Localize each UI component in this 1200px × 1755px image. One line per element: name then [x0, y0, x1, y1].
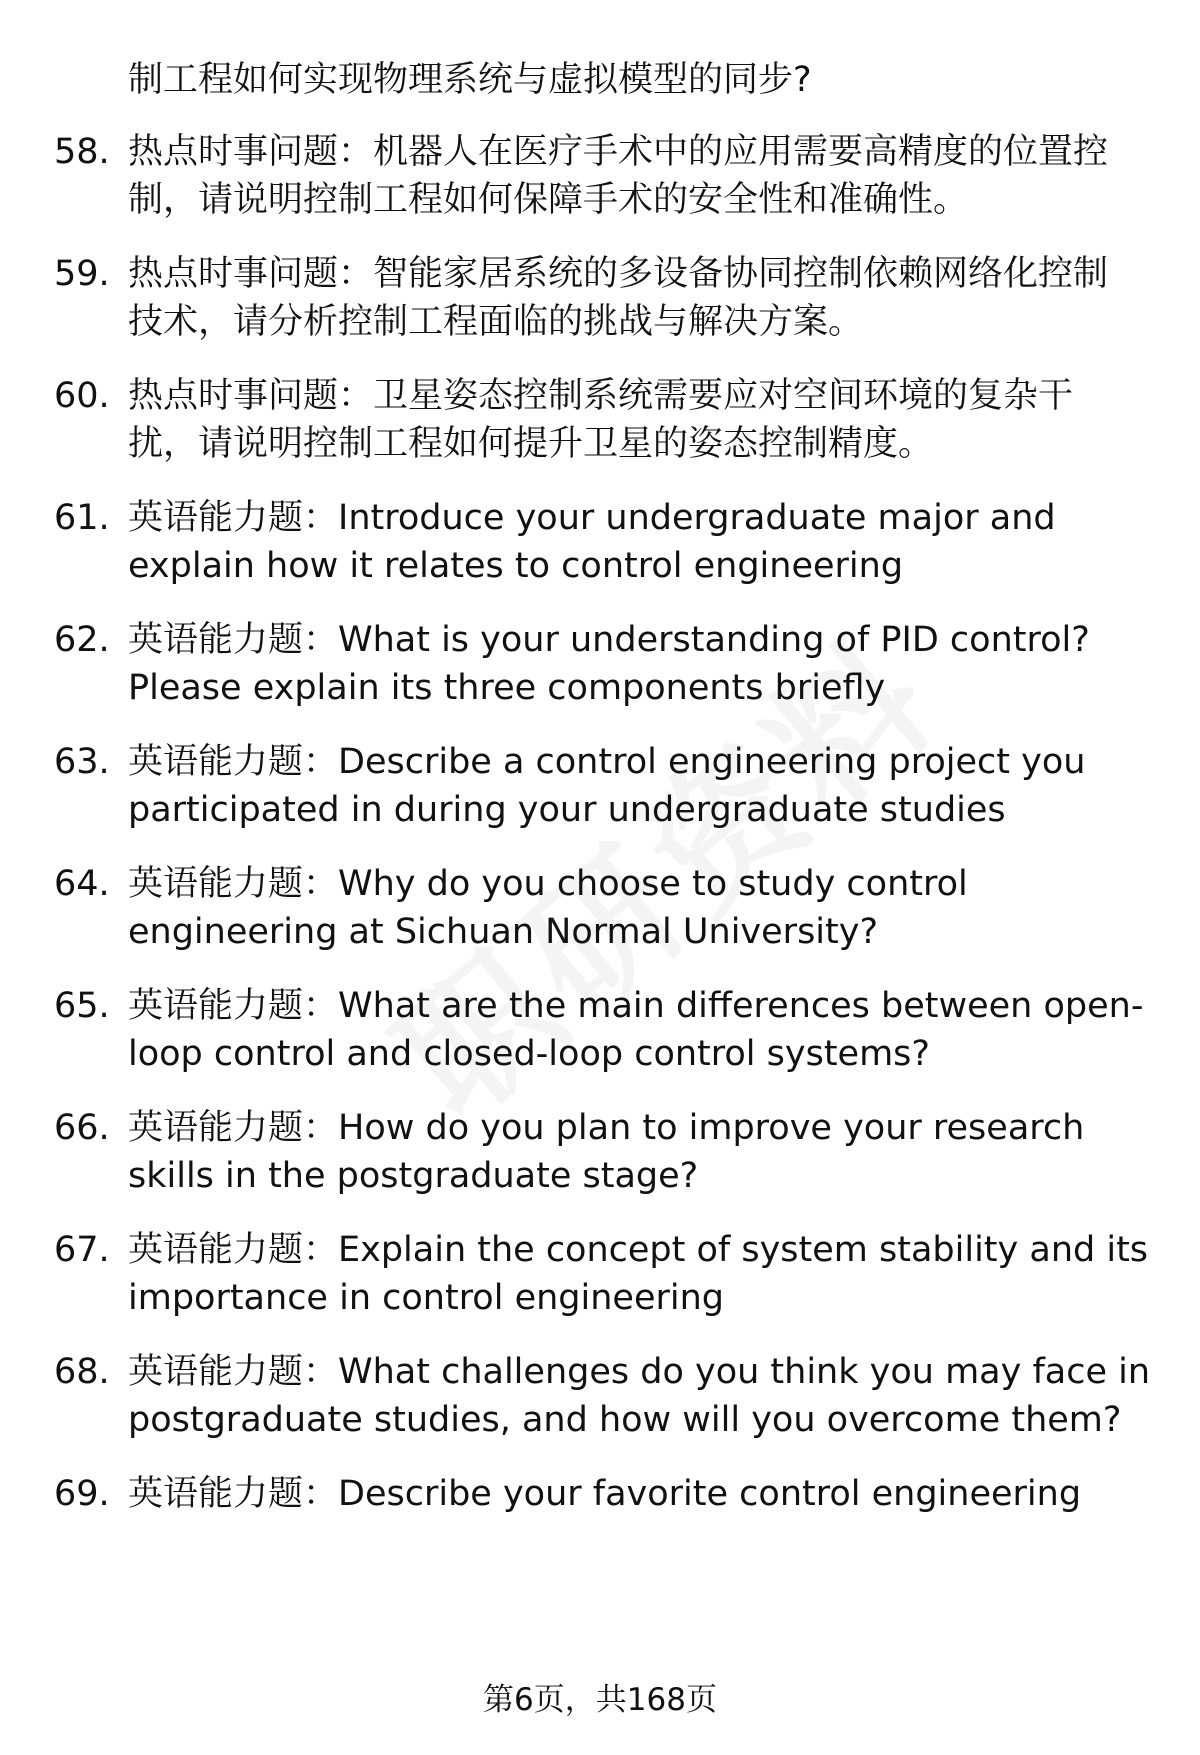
- question-text: [128, 982, 1144, 1078]
- question-line: 英语能力题：What is your understanding of PID control?: [128, 620, 1090, 660]
- question-text: [128, 1348, 1151, 1444]
- question-number: 64.: [54, 864, 110, 904]
- question-line: 英语能力题：How do you plan to improve your research: [128, 1108, 1085, 1148]
- question-text: [128, 738, 1138, 834]
- question-line: 英语能力题：Introduce your undergraduate major and: [128, 498, 1056, 538]
- question-line: 扰，请说明控制工程如何提升卫星的姿态控制精度。: [128, 424, 934, 464]
- question-number: 61.: [54, 498, 110, 538]
- question-number: 59.: [54, 254, 110, 294]
- question-line: 英语能力题：What are the main differences between open-: [128, 986, 1144, 1026]
- question-line: explain how it relates to control engineering: [128, 546, 904, 586]
- question-number: 65.: [54, 986, 110, 1026]
- question-text: [128, 860, 1138, 956]
- question-line: 英语能力题：What challenges do you think you may face in: [128, 1352, 1151, 1392]
- continued-question-text: 制工程如何实现物理系统与虚拟模型的同步?: [128, 60, 812, 100]
- question-line: participated in during your undergraduate studies: [128, 790, 1006, 830]
- question-number: 66.: [54, 1108, 110, 1148]
- question-number: 62.: [54, 620, 110, 660]
- question-line: 制，请说明控制工程如何保障手术的安全性和准确性。: [128, 180, 969, 220]
- question-text: [128, 494, 1138, 590]
- question-line: Please explain its three components briefly: [128, 668, 886, 708]
- question-line: 热点时事问题：智能家居系统的多设备协同控制依赖网络化控制: [128, 254, 1109, 294]
- question-number: 68.: [54, 1352, 110, 1392]
- question-line: 热点时事问题：卫星姿态控制系统需要应对空间环境的复杂干: [128, 376, 1074, 416]
- question-text: [128, 250, 1138, 346]
- question-number: 58.: [54, 132, 110, 172]
- question-line: 英语能力题：Describe your favorite control engineering: [128, 1474, 1082, 1514]
- question-line: 热点时事问题：机器人在医疗手术中的应用需要高精度的位置控: [128, 132, 1109, 172]
- question-text: [128, 128, 1138, 224]
- question-line: loop control and closed-loop control systems?: [128, 1034, 930, 1074]
- question-number: 67.: [54, 1230, 110, 1270]
- question-line: 英语能力题：Why do you choose to study control: [128, 864, 968, 904]
- page-footer: 第6页，共168页: [483, 1682, 717, 1718]
- question-line: postgraduate studies, and how will you overcome them?: [128, 1400, 1122, 1440]
- question-number: 69.: [54, 1474, 110, 1514]
- question-text: [128, 1470, 1138, 1518]
- question-text: [128, 1104, 1138, 1200]
- question-line: skills in the postgraduate stage?: [128, 1156, 699, 1196]
- question-number: 63.: [54, 742, 110, 782]
- question-text: [128, 616, 1138, 712]
- question-line: 英语能力题：Describe a control engineering project you: [128, 742, 1086, 782]
- question-text: [128, 1226, 1149, 1322]
- question-text: [128, 372, 1138, 468]
- question-line: 英语能力题：Explain the concept of system stability and its: [128, 1230, 1149, 1270]
- question-number: 60.: [54, 376, 110, 416]
- question-line: 技术，请分析控制工程面临的挑战与解决方案。: [128, 302, 864, 342]
- question-line: engineering at Sichuan Normal University?: [128, 912, 879, 952]
- question-line: importance in control engineering: [128, 1278, 724, 1318]
